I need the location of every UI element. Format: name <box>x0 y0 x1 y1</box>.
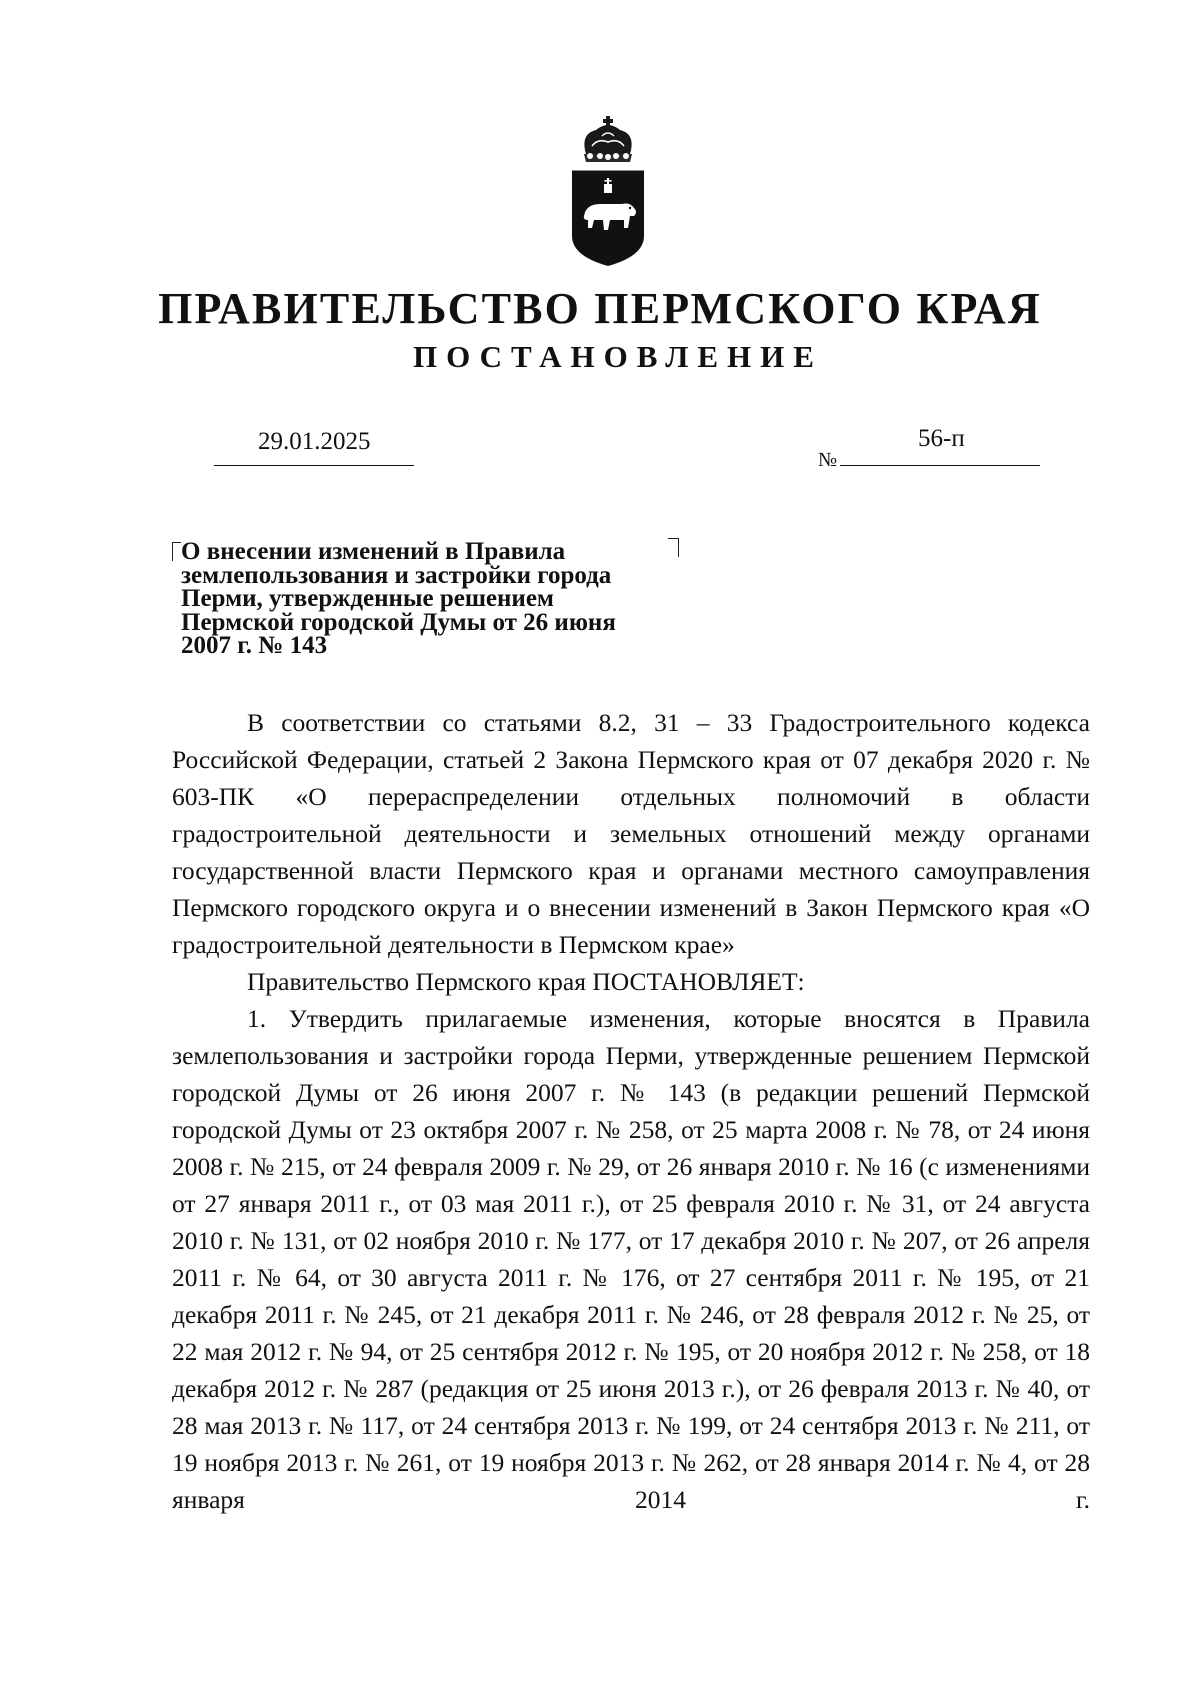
book-cross-icon <box>604 178 612 193</box>
document-body <box>172 704 1090 1518</box>
document-subject <box>181 540 701 658</box>
date-underline <box>214 465 414 466</box>
preamble-paragraph: В соответствии со статьями 8.2, 31 – 33 Градостроительного кодекса Российской Федерации, статьей 2 Закона Пермского края от 07 декабря 2020 г. № 603-ПК «О перераспределении отдельных полномочий в области градостроительной деятельности и земельных отношений между органами государственной власти Пермского края и органами местного самоуправления Пермского городского округа и о внесении изменений в Закон Пермского края «О градостроительной деятельности в Пермском крае» <box>172 708 1090 959</box>
subject-line: О внесении изменений в Правила <box>181 538 566 565</box>
document-type: ПОСТАНОВЛЕНИЕ <box>413 339 823 374</box>
subject-line: Перми, утвержденные решением <box>181 585 554 612</box>
subject-line: Пермской городской Думы от 26 июня <box>181 608 616 636</box>
document-number: 56-п <box>918 425 965 452</box>
number-underline <box>840 465 1040 466</box>
number-sign: № <box>818 449 838 471</box>
subject-line: землепользования и застройки города <box>181 561 612 589</box>
coat-of-arms-emblem <box>566 116 650 268</box>
document-date: 29.01.2025 <box>258 428 371 455</box>
subject-line: 2007 г. № 143 <box>181 632 328 659</box>
crown-icon <box>584 116 632 162</box>
item-1-paragraph: 1. Утвердить прилагаемые изменения, которые вносятся в Правила землепользования и застройки города Перми, утвержденные решением Пермской городской Думы от 26 июня 2007 г. № 143 (в редакции решений Пермской городской Думы от 23 октября 2007 г. № 258, от 25 марта 2008 г. № 78, от 24 июня 2008 г. № 215, от 24 февраля 2009 г. № 29, от 26 января 2010 г. № 16 (с изменениями от 27 января 2011 г., от 03 мая 2011 г.), от 25 февраля 2010 г. № 31, от 24 августа 2010 г. № 131, от 02 ноября 2010 г. № 177, от 17 декабря 2010 г. № 207, от 26 апреля 2011 г. № 64, от 30 августа 2011 г. № 176, от 27 сентября 2011 г. № 195, от 21 декабря 2011 г. № 245, от 21 декабря 2011 г. № 246, от 28 февраля 2012 г. № 25, от 22 мая 2012 г. № 94, от 25 сентября 2012 г. № 195, от 20 ноября 2012 г. № 258, от 18 декабря 2012 г. № 287 (редакция от 25 июня 2013 г.), от 26 февраля 2013 г. № 40, от 28 мая 2013 г. № 117, от 24 сентября 2013 г. № 199, от 24 сентября 2013 г. № 211, от 19 ноября 2013 г. № 261, от 19 ноября 2013 г. № 262, от 28 января 2014 г. № 4, от 28 января 2014 г. <box>172 1004 1090 1514</box>
subject-bracket-left <box>172 542 181 561</box>
resolution-clause: Правительство Пермского края ПОСТАНОВЛЯЕТ: <box>247 967 805 996</box>
government-name: ПРАВИТЕЛЬСТВО ПЕРМСКОГО КРАЯ <box>158 284 1042 333</box>
